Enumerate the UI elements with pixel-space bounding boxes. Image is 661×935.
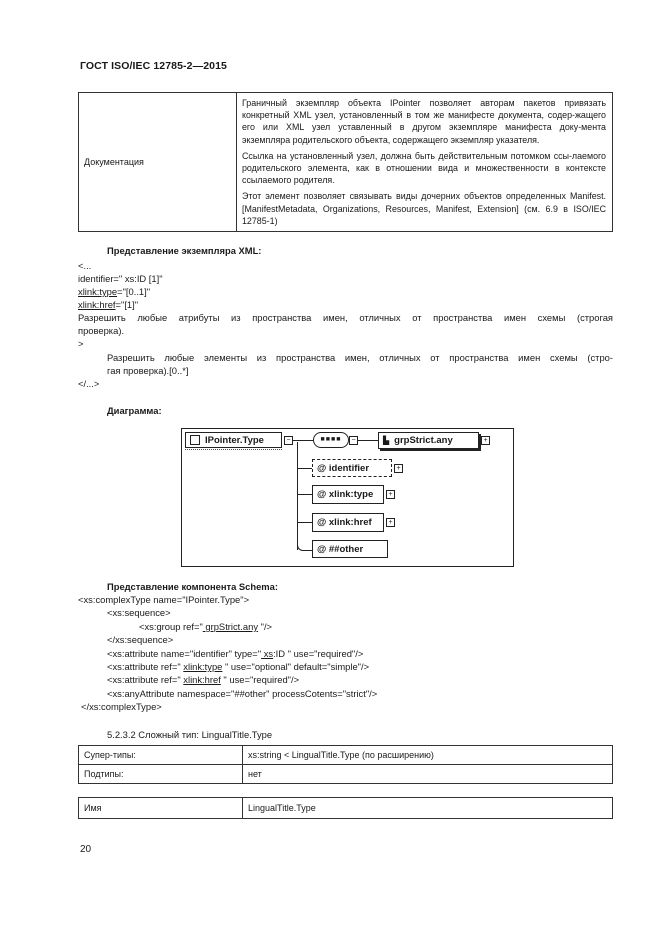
doc-paragraph: Ссылка на установленный узел, должна быть действительным потомком ссы-лаемого родительского элемента, как в отношении вида и множественности в контексте ссылаемого родителя. (242, 150, 606, 186)
xml-line (78, 298, 138, 311)
page-number: 20 (80, 844, 92, 855)
group-box (378, 432, 479, 449)
type-table (78, 745, 613, 784)
schema-text: "/> (258, 621, 273, 632)
expand-icon[interactable]: + (386, 490, 395, 499)
connector (297, 542, 313, 551)
schema-line: <xs:anyAttribute namespace="##other" processCotents="strict"/> (107, 688, 378, 699)
connector (358, 440, 378, 441)
schema-text: " use="required"/> (220, 674, 300, 685)
documentation-table (78, 92, 613, 232)
table-cell: LingualTitle.Type (243, 798, 613, 819)
xml-line: Разрешить любые атрибуты из пространства имен, отличных от пространства имен схемы (строгая (78, 312, 613, 323)
schema-text: <xs:group ref=" (139, 621, 203, 632)
xml-line: </...> (78, 378, 100, 389)
attr-other: @ ##other (312, 540, 388, 558)
connector (293, 440, 313, 441)
section-title: 5.2.3.2 Сложный тип: LingualTitle.Type (107, 729, 273, 740)
xml-line-rest: ="[1]" (115, 299, 139, 310)
xml-line: identifier=" xs:ID [1]" (78, 273, 163, 284)
expand-icon[interactable]: + (386, 518, 395, 527)
attr-xlink-href: @ xlink:href (312, 513, 384, 532)
schema-diagram (181, 428, 514, 567)
table-cell: нет (243, 765, 613, 784)
xml-line: <... (78, 260, 92, 271)
table-cell: Супер-типы: (79, 746, 243, 765)
group-icon: ▙ (383, 436, 390, 445)
xs-ref: xs (261, 648, 274, 659)
group-ref: grpStrict.any (202, 621, 259, 632)
table-cell: xs:string < LingualTitle.Type (по расширению) (243, 746, 613, 765)
documentation-text (237, 93, 613, 232)
table-cell: Подтипы: (79, 765, 243, 784)
group-label: grpStrict.any (394, 435, 453, 446)
name-table (78, 797, 613, 819)
document-header: ГОСТ ISO/IEC 12785-2—2015 (80, 60, 227, 72)
attr-identifier: @ identifier (312, 459, 392, 477)
root-type-label: IPointer.Type (205, 434, 264, 446)
xml-heading: Представление экземпляра XML: (107, 245, 262, 256)
xlink-href-ref: xlink:href (183, 674, 221, 685)
connector (297, 468, 312, 469)
xlink-type-ref: xlink:type (78, 286, 118, 297)
xml-line-rest: ="[0..1]" (117, 286, 151, 297)
documentation-label: Документация (79, 93, 237, 232)
schema-line (139, 620, 272, 633)
connector (297, 494, 312, 495)
schema-line: <xs:complexType name="IPointer.Type"> (78, 594, 250, 605)
xml-line: проверка). (78, 325, 125, 336)
schema-heading: Представление компонента Schema: (107, 581, 278, 592)
schema-text: " use="optional" default="simple"/> (222, 661, 370, 672)
schema-line: </xs:sequence> (107, 634, 174, 645)
schema-line: <xs:sequence> (107, 607, 171, 618)
expand-icon[interactable]: + (481, 436, 490, 445)
xml-line: Разрешить любые элементы из пространства имен, отличных от пространства имен схемы (стро- (107, 352, 613, 363)
expand-icon[interactable]: + (394, 464, 403, 473)
diagram-heading: Диаграмма: (107, 405, 162, 416)
schema-text: <xs:attribute ref=" (107, 661, 184, 672)
xlink-href-ref: xlink:href (78, 299, 116, 310)
connector (297, 522, 312, 523)
attr-xlink-type: @ xlink:type (312, 485, 384, 504)
attr-connector (297, 442, 298, 550)
type-icon (190, 435, 200, 445)
table-row (79, 798, 613, 819)
root-underline (185, 449, 282, 452)
root-type-box (185, 432, 282, 448)
doc-paragraph: Граничный экземпляр объекта IPointer позволяет авторам пакетов привязать конкретный XML узел, установленный в том же манифесте документа, содер-жащего его или XML узел уставленный в другом экземпляре манифеста доку-мента экземпляра родительского объекта, содержащего экземпляр указателя. (242, 98, 606, 145)
schema-line (107, 647, 363, 660)
sequence-icon: ■■■■ (313, 432, 349, 448)
table-cell: Имя (79, 798, 243, 819)
xml-line: гая проверка).[0..*] (107, 365, 189, 376)
schema-line: </xs:complexType> (81, 701, 162, 712)
schema-text: <xs:attribute ref=" (107, 674, 184, 685)
schema-text: <xs:attribute name="identifier" type=" (107, 648, 262, 659)
schema-line (107, 673, 299, 686)
collapse-icon[interactable]: − (284, 436, 293, 445)
xml-line: > (78, 338, 84, 349)
doc-paragraph: Этот элемент позволяет связывать виды дочерних объектов определенных Manifest. [ManifestMetadata, Organizations, Resources, Manifest, Extension] (см. 6.9 в ISO/IEC 12785-1) (242, 191, 606, 226)
schema-text: :ID " use="required"/> (273, 648, 364, 659)
schema-line (107, 660, 369, 673)
xml-line (78, 285, 150, 298)
xlink-type-ref: xlink:type (183, 661, 223, 672)
sequence-collapse-icon[interactable]: − (349, 436, 358, 445)
table-row (79, 746, 613, 765)
table-row (79, 765, 613, 784)
